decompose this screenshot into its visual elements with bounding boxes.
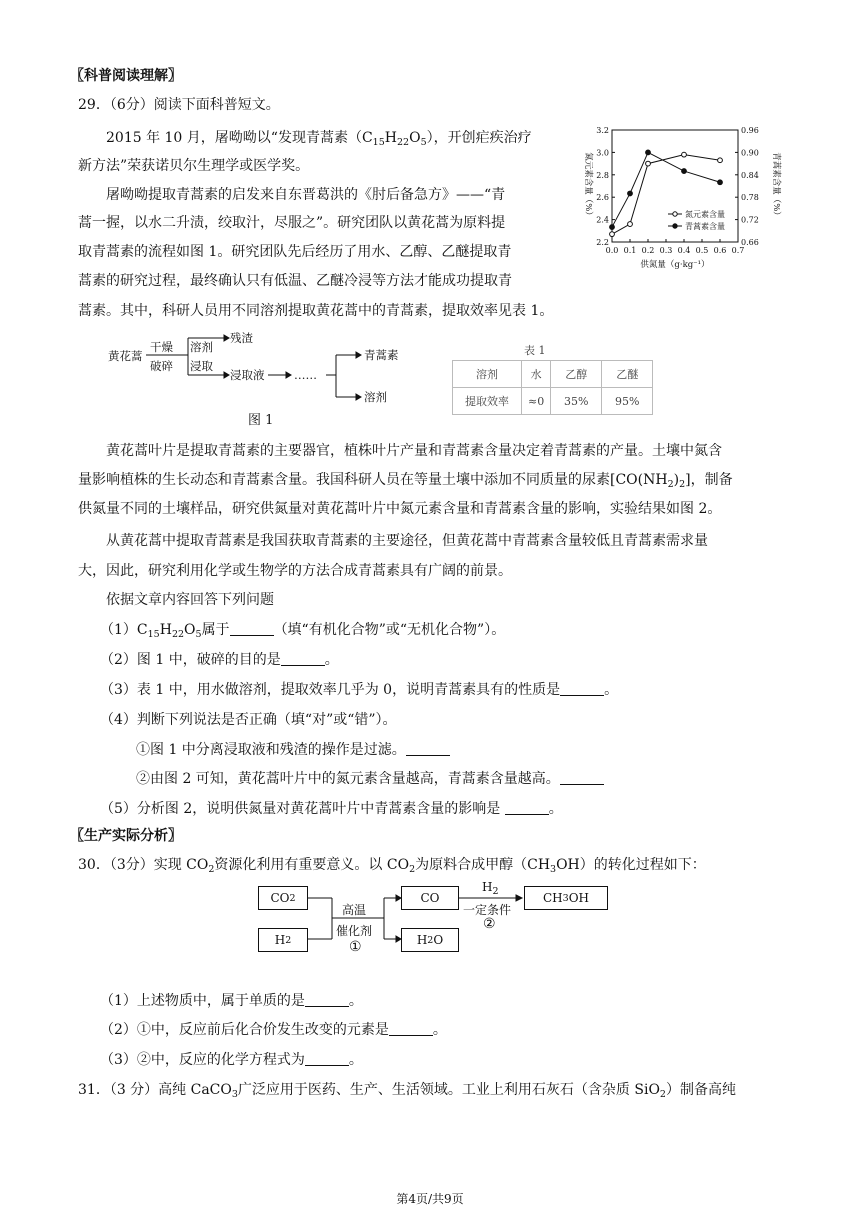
q29-sub5: （5）分析图 2，说明供氮量对黄花蒿叶片中青蒿素含量的影响是 。 [100, 801, 563, 817]
y-right-tick-label: 0.96 [741, 126, 759, 135]
q29-para1-line2: 新方法”荣获诺贝尔生理学或医学奖。 [78, 158, 310, 174]
section-reading-header: 〖科普阅读理解〗 [70, 68, 182, 84]
q29-para2-line5: 蒿素。其中，科研人员用不同溶剂提取黄花蒿中的青蒿素，提取效率见表 1。 [78, 303, 554, 319]
series-point-1 [682, 152, 687, 157]
q29-para2-line1: 屠呦呦提取青蒿素的启发来自东晋葛洪的《肘后备急方》——“青 [106, 187, 506, 203]
y-right-tick-label: 0.90 [741, 148, 759, 158]
table1-cell: 提取效率 [453, 388, 522, 415]
legend-label-2: 青蒿素含量 [685, 222, 725, 231]
section-production-header: 〖生产实际分析〗 [70, 828, 182, 844]
x-tick-label: 0.2 [641, 246, 655, 255]
x-tick-label: 0.5 [695, 246, 709, 255]
q29-heading: 29．（6分）阅读下面科普短文。 [78, 97, 280, 113]
x-tick-label: 0.7 [731, 246, 745, 255]
y-left-tick-label: 2.6 [596, 193, 609, 203]
answer-blank[interactable] [505, 800, 549, 815]
table1-header-row [453, 361, 653, 388]
scheme-step2: ② [483, 916, 496, 932]
fig1-residue: 残渣 [230, 331, 253, 345]
series-point-2 [628, 191, 633, 196]
legend-label-1: 氮元素含量 [685, 210, 725, 219]
answer-blank[interactable] [389, 1021, 433, 1036]
fig1-step1-bottom: 破碎 [150, 359, 173, 373]
fig1-extract: 浸取液 [230, 368, 265, 382]
scheme-cond1-bottom: 催化剂 [336, 924, 373, 938]
scheme-h2o-box: H 2 O [401, 928, 459, 952]
q29-para2-line2: 蒿一握，以水二升渍，绞取汁，尽服之”。研究团队以黄花蒿为原料提 [78, 215, 506, 231]
table1-cell: 乙醚 [602, 361, 653, 388]
page-footer: 第4页/共9页 [396, 1192, 464, 1206]
figure1-flowchart [100, 330, 420, 430]
q29-para3-line2: 量影响植株的生长动态和青蒿素含量。我国科研人员在等量土壤中添加不同质量的尿素$[CO(NH_2)_2]$，制备 [78, 472, 733, 490]
scheme-co-box: CO [401, 886, 459, 910]
q29-sub4a: ①图 1 中分离浸取液和残渣的操作是过滤。 [136, 740, 450, 760]
q31-heading: 31．（3 分）高纯 CaCO$_3$广泛应用于医药、生产、生活领域。工业上利用石灰石（含杂质 SiO$_2$）制备高纯 [78, 1082, 736, 1100]
q30-heading: 30．（3分）实现 $CO_2$资源化利用有重要意义。以 $CO_2$为原料合成甲醇$(CH_3OH)$的转化过程如下： [78, 857, 706, 875]
series-point-1 [646, 161, 651, 166]
series-point-1 [628, 222, 633, 227]
scheme-cond2-bottom: 一定条件 [463, 903, 512, 917]
answer-blank[interactable] [305, 992, 349, 1007]
y-right-tick-label: 0.72 [741, 215, 759, 225]
q29-para3-line3: 供氮量不同的土壤样品，研究供氮量对黄花蒿叶片中氮元素含量和青蒿素含量的影响，实验结果如图 2。 [78, 501, 722, 517]
q29-para4-line2: 大，因此，研究利用化学或生物学的方法合成青蒿素具有广阔的前景。 [78, 563, 512, 579]
x-tick-label: 0.4 [677, 246, 691, 255]
scheme-cond1-top: 高温 [342, 903, 367, 917]
scheme-ch3oh-box: CH 3 OH [524, 886, 608, 910]
x-tick-label: 0.6 [713, 246, 727, 255]
legend-marker-2 [673, 224, 677, 228]
y-left-axis-label: 氮元素含量（%） [583, 152, 593, 220]
fig1-dots: …… [294, 368, 317, 382]
q29-para2-line4: 蒿素的研究过程，最终确认只有低温、乙醚冷浸等方法才能成功提取青 [78, 273, 512, 289]
scheme-co2-box: CO 2 [258, 886, 308, 910]
table1-cell: 95% [602, 388, 653, 415]
answer-blank[interactable] [305, 1051, 349, 1066]
q30-sub3: （3）②中，反应的化学方程式为 。 [100, 1052, 363, 1068]
q29-para1-line1: 2015 年 10 月，屠呦呦以“发现青蒿素$(C_{15}H_{22}O_5)$，开创疟疾治疗 [106, 130, 532, 148]
q29-sub3: （3）表 1 中，用水做溶剂，提取效率几乎为 0，说明青蒿素具有的性质是 。 [100, 682, 619, 698]
fig1-solvent: 溶剂 [364, 390, 387, 404]
q29-sub1: $(1)C_{15}H_{22}O_5$属于 （填“有机化合物”或“无机化合物”）。 [100, 622, 506, 640]
q29-para2-line3: 取青蒿素的流程如图 1。研究团队先后经历了用水、乙醇、乙醚提取青 [78, 244, 512, 260]
y-right-tick-label: 0.78 [741, 193, 759, 203]
table1-cell: 溶剂 [453, 361, 522, 388]
series-point-1 [718, 158, 723, 163]
reaction-scheme [258, 878, 618, 968]
q29-para3-line1: 黄花蒿叶片是提取青蒿素的主要器官，植株叶片产量和青蒿素含量决定着青蒿素的产量。土壤中氮含 [106, 443, 722, 459]
q29-sub2: （2）图 1 中，破碎的目的是 。 [100, 652, 339, 668]
table1-data-row [453, 388, 653, 415]
q30-sub1: （1）上述物质中，属于单质的是 。 [100, 993, 363, 1009]
x-axis-label: 供氮量（g·kg⁻¹） [640, 260, 710, 270]
fig1-step2-bottom: 浸取 [190, 359, 213, 373]
scheme-h2-box: H 2 [258, 928, 308, 952]
q29-sub4b: ②由图 2 可知，黄花蒿叶片中的氮元素含量越高，青蒿素含量越高。 [136, 769, 604, 789]
series-point-2 [610, 225, 615, 230]
q29-sub4: （4）判断下列说法是否正确（填“对”或“错”）。 [100, 712, 397, 728]
x-tick-label: 0.1 [623, 246, 637, 255]
scheme-cond2-top: $H_2$ [482, 880, 499, 897]
answer-blank[interactable] [560, 770, 604, 785]
y-right-axis-label: 青蒿素含量（%） [771, 152, 781, 220]
table1-cell: 乙醇 [551, 361, 602, 388]
answer-blank[interactable] [281, 651, 325, 666]
y-left-tick-label: 2.4 [596, 215, 609, 225]
y-left-tick-label: 2.8 [596, 170, 609, 180]
x-tick-label: 0.0 [605, 246, 619, 255]
fig1-product: 青蒿素 [364, 348, 399, 362]
y-left-tick-label: 2.2 [596, 238, 609, 247]
series-point-2 [646, 150, 651, 155]
figure2-chart [576, 118, 782, 286]
series-point-2 [718, 180, 723, 185]
q29-instruction: 依据文章内容回答下列问题 [106, 592, 274, 608]
series-point-1 [610, 232, 615, 237]
fig1-raw: 黄花蒿 [108, 349, 143, 363]
q30-sub2: （2）①中，反应前后化合价发生改变的元素是 。 [100, 1022, 447, 1038]
answer-blank[interactable] [406, 741, 450, 756]
answer-blank[interactable] [230, 621, 274, 636]
table1-cell: ≈0 [522, 388, 551, 415]
legend-marker-1 [673, 212, 677, 216]
y-right-tick-label: 0.66 [741, 238, 759, 247]
table1-cell: 35% [551, 388, 602, 415]
x-tick-label: 0.3 [659, 246, 673, 255]
table1 [452, 360, 653, 415]
fig1-step1-top: 干燥 [150, 340, 173, 354]
fig1-caption: 图 1 [248, 413, 274, 428]
y-left-tick-label: 3.2 [596, 126, 609, 135]
y-right-tick-label: 0.84 [741, 170, 759, 180]
series-point-2 [682, 169, 687, 174]
answer-blank[interactable] [560, 681, 604, 696]
y-left-tick-label: 3.0 [596, 148, 609, 158]
scheme-step1: ① [349, 939, 362, 955]
fig1-step2-top: 溶剂 [190, 340, 213, 354]
table1-title: 表 1 [524, 344, 546, 357]
table1-cell: 水 [522, 361, 551, 388]
q29-para4-line1: 从黄花蒿中提取青蒿素是我国获取青蒿素的主要途径，但黄花蒿中青蒿素含量较低且青蒿素需求量 [106, 533, 708, 549]
